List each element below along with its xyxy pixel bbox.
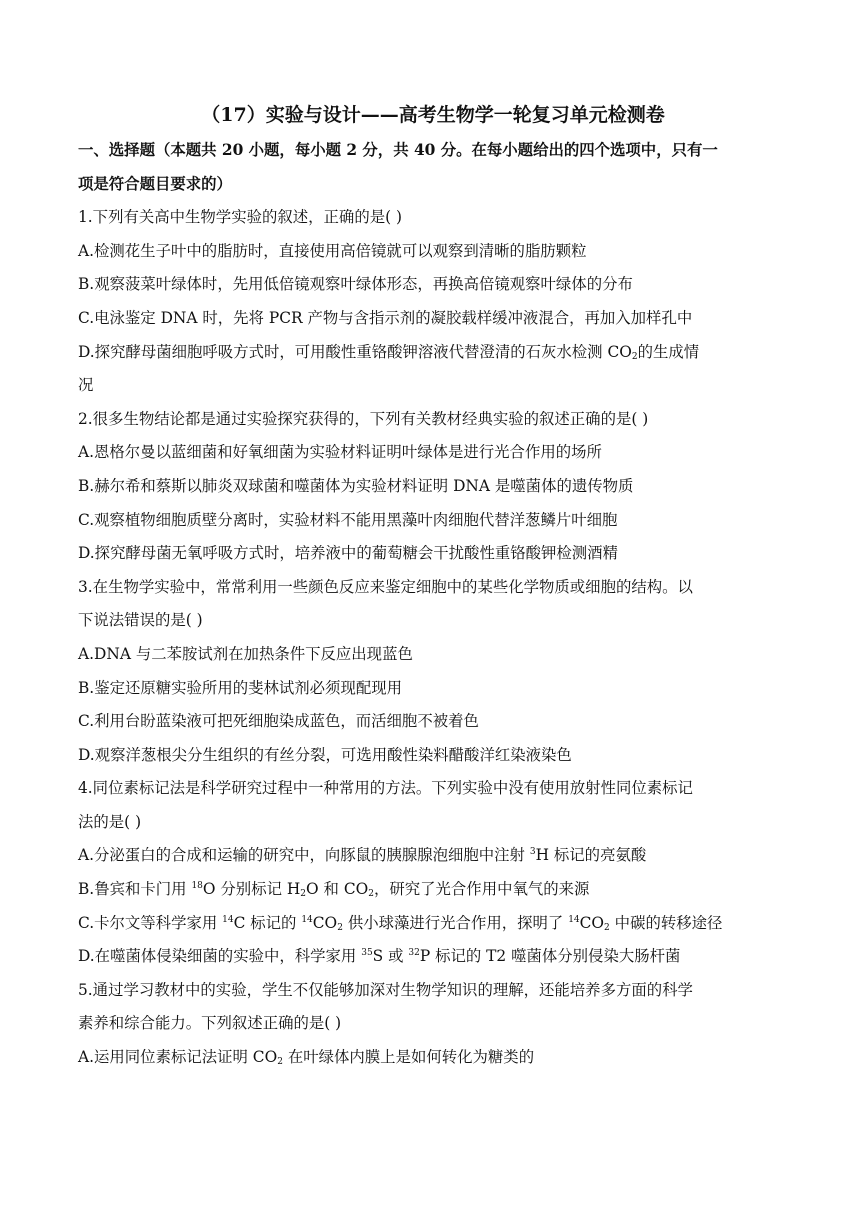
superscript: 14 [301,914,313,925]
question-4-option-b [78,873,788,907]
page-title: （17）实验与设计——高考生物学一轮复习单元检测卷 [201,104,665,126]
question-5-option-a-text: A.运用同位素标记法证明 CO [78,1048,278,1067]
subscript: 2 [300,889,307,900]
question-4-option-a-text: A.分泌蛋白的合成和运输的研究中，向豚鼠的胰腺腺泡细胞中注射 [78,846,530,865]
question-1-option-a: A.检测花生子叶中的脂肪时，直接使用高倍镜就可以观察到清晰的脂肪颗粒 [78,241,587,260]
question-4-option-b-text-mid2: O 和 CO [306,880,369,899]
superscript: 35 [361,948,373,959]
section-heading-continued: 项是符合题目要求的） [78,174,232,193]
question-1-option-d-text-end: 的生成情 [637,342,700,361]
question-4-option-c-text-mid3: 供小球藻进行光合作用，探明了 [342,913,569,932]
question-4-stem-continued: 法的是( ) [78,812,142,831]
subscript: 2 [368,889,374,900]
question-4-option-a-text-end: H 标记的亮氨酸 [535,846,647,865]
question-1-option-d-text: D.探究酵母菌细胞呼吸方式时，可用酸性重铬酸钾溶液代替澄清的石灰水检测 CO [78,342,632,361]
question-4-option-c-text: C.卡尔文等科学家用 [78,913,223,932]
question-1-option-d [78,336,788,370]
question-1-option-c: C.电泳鉴定 DNA 时，先将 PCR 产物与含指示剂的凝胶载样缓冲液混合，再加入加样孔中 [78,308,693,327]
question-2-stem: 2.很多生物结论都是通过实验探究获得的，下列有关教材经典实验的叙述正确的是( ) [78,409,649,428]
superscript: 14 [222,914,234,925]
question-4-option-c-text-mid2: CO [312,913,338,932]
question-5-stem-continued: 素养和综合能力。下列叙述正确的是( ) [78,1014,342,1033]
question-2-option-c: C.观察植物细胞质壁分离时，实验材料不能用黑藻叶肉细胞代替洋葱鳞片叶细胞 [78,510,618,529]
question-4-stem: 4.同位素标记法是科学研究过程中一种常用的方法。下列实验中没有使用放射性同位素标记 [78,779,693,798]
question-4-option-c-text-end: 中碳的转移途径 [609,913,723,932]
document-content [78,100,788,1075]
question-3-option-b: B.鉴定还原糖实验所用的斐林试剂必须现配现用 [78,678,403,697]
question-4-option-d-text: D.在噬菌体侵染细菌的实验中，科学家用 [78,947,362,966]
section-heading: 一、选择题（本题共 20 小题，每小题 2 分，共 40 分。在每小题给出的四个选项中，只有一 [78,141,718,159]
question-4-option-c [78,907,788,941]
question-4-option-a [78,839,788,873]
question-4-option-b-text-mid: O 分别标记 H [202,880,301,899]
superscript: 32 [408,948,420,959]
question-1-option-d-continued: 况 [78,376,94,395]
subscript: 2 [631,351,638,362]
question-4-option-b-text: B.鲁宾和卡门用 [78,880,192,899]
question-3-option-c: C.利用台盼蓝染液可把死细胞染成蓝色，而活细胞不被着色 [78,712,479,731]
question-1-option-b: B.观察菠菜叶绿体时，先用低倍镜观察叶绿体形态，再换高倍镜观察叶绿体的分布 [78,275,633,294]
question-4-option-b-text-end: ，研究了光合作用中氧气的来源 [373,880,590,899]
question-2-option-a: A.恩格尔曼以蓝细菌和好氧细菌为实验材料证明叶绿体是进行光合作用的场所 [78,443,602,462]
superscript: 18 [191,881,203,892]
question-2-option-b: B.赫尔希和蔡斯以肺炎双球菌和噬菌体为实验材料证明 DNA 是噬菌体的遗传物质 [78,476,634,495]
question-4-option-c-text-mid: C 标记的 [233,913,302,932]
question-5-option-a-text-end: 在叶绿体内膜上是如何转化为糖类的 [282,1048,535,1067]
question-4-option-d-text-mid: S 或 [372,947,409,966]
question-3-stem-continued: 下说法错误的是( ) [78,611,203,630]
question-5-option-a [78,1041,788,1075]
superscript: 14 [568,914,580,925]
question-5-stem: 5.通过学习教材中的实验，学生不仅能够加深对生物学知识的理解，还能培养多方面的科学 [78,980,693,999]
subscript: 2 [277,1057,283,1068]
question-4-option-d [78,940,788,974]
question-3-option-a: A.DNA 与二苯胺试剂在加热条件下反应出现蓝色 [78,644,413,663]
question-4-option-c-text-mid4: CO [579,913,605,932]
question-1-stem: 1.下列有关高中生物学实验的叙述，正确的是( ) [78,208,403,227]
subscript: 2 [604,922,610,933]
question-3-stem: 3.在生物学实验中，常常利用一些颜色反应来鉴定细胞中的某些化学物质或细胞的结构。以 [78,577,693,596]
question-4-option-d-text-end: P 标记的 T2 噬菌体分别侵染大肠杆菌 [419,947,681,966]
superscript: 3 [529,847,536,858]
subscript: 2 [337,922,343,933]
question-2-option-d: D.探究酵母菌无氧呼吸方式时，培养液中的葡萄糖会干扰酸性重铬酸钾检测酒精 [78,544,618,563]
question-3-option-d: D.观察洋葱根尖分生组织的有丝分裂，可选用酸性染料醋酸洋红染液染色 [78,745,572,764]
